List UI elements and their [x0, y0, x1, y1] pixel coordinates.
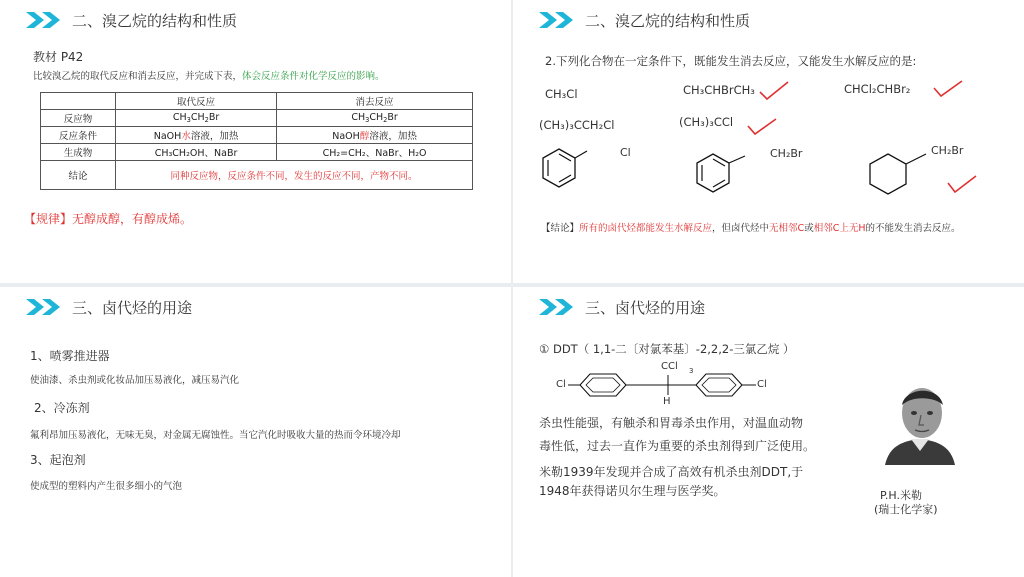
use-description: 使油漆、杀虫剂或化妆品加压易液化，减压易汽化 — [30, 375, 240, 386]
slide-bromoethane-table — [0, 0, 511, 283]
table-row: 生成物 CH₃CH₂OH、NaBr CH₂=CH₂、NaBr、H₂O — [41, 144, 473, 161]
ddt-hydrogen-label: H — [663, 396, 671, 407]
ddt-description: 杀虫性能强，有触杀和胃毒杀虫作用，对温血动物 — [539, 416, 804, 430]
slide-title: 三、卤代烃的用途 — [585, 299, 706, 317]
use-heading: 2、冷冻剂 — [34, 401, 90, 415]
check-mark-icon — [746, 117, 778, 139]
slide-title: 二、溴乙烷的结构和性质 — [585, 12, 751, 30]
source-reference: 教材 P42 — [33, 50, 84, 64]
substituent-label: CH₂Br — [931, 144, 964, 157]
compound-ch3cl: CH₃Cl — [545, 87, 578, 101]
compound-2-bromopropane: CH₃CHBrCH₃ — [683, 83, 755, 97]
question-text: 2.下列化合物在一定条件下，既能发生消去反应，又能发生水解反应的是: — [545, 54, 917, 68]
chlorobenzene-structure — [541, 146, 621, 198]
header-substitution: 取代反应 — [116, 93, 277, 110]
compound-tert-butyl-chloride: (CH₃)₃CCl — [679, 115, 734, 129]
use-heading: 3、起泡剂 — [30, 453, 86, 467]
double-chevron-icon — [539, 10, 579, 30]
ddt-ccl3-label: CCl — [661, 361, 678, 372]
portrait-caption-title: (瑞士化学家) — [874, 503, 938, 516]
header-elimination: 消去反应 — [277, 93, 473, 110]
portrait-image — [875, 377, 965, 465]
compound-chcl2chbr2: CHCl₂CHBr₂ — [844, 82, 911, 96]
rule-text: 【规律】无醇成醇，有醇成烯。 — [24, 212, 193, 226]
table-row: 反应物 $CH_3CH_2Br$ $CH_3CH_2Br$ — [41, 110, 473, 127]
intro-text: 比较溴乙烷的取代反应和消去反应，并完成下表，体会反应条件对化学反应的影响。 — [33, 71, 385, 82]
check-mark-icon — [946, 174, 978, 196]
use-description: 氟利昂加压易液化，无味无臭，对金属无腐蚀性。当它汽化时吸收大量的热而令环境冷却 — [30, 430, 401, 441]
check-mark-icon — [932, 79, 964, 99]
check-mark-icon — [758, 80, 790, 102]
slide-exercise — [513, 0, 1024, 283]
double-chevron-icon — [26, 10, 66, 30]
substituent-label: CH₂Br — [770, 147, 803, 160]
double-chevron-icon — [539, 297, 579, 317]
slide-title: 二、溴乙烷的结构和性质 — [72, 12, 238, 30]
ddt-name: ① DDT（ 1,1-二〔对氯苯基〕-2,2,2-三氯乙烷 ） — [539, 342, 795, 356]
benzyl-bromide-structure — [695, 146, 775, 198]
slide-title: 三、卤代烃的用途 — [72, 299, 193, 317]
slide-ddt — [513, 287, 1024, 577]
comparison-table — [40, 92, 473, 190]
table-row: 结论 同种反应物，反应条件不同，发生的反应不同，产物不同。 — [41, 161, 473, 190]
ddt-chlorine-label: Cl — [556, 379, 566, 390]
ddt-subscript: 3 — [689, 367, 694, 375]
slide-uses — [0, 287, 511, 577]
ddt-history: 1948年获得诺贝尔生理与医学奖。 — [539, 484, 726, 498]
use-description: 使成型的塑料内产生很多细小的气泡 — [30, 481, 183, 492]
use-heading: 1、喷雾推进器 — [30, 349, 110, 363]
compound-neopentyl-chloride: (CH₃)₃CCH₂Cl — [539, 118, 615, 132]
table-row: 反应条件 NaOH水溶液，加热 NaOH醇溶液，加热 — [41, 127, 473, 144]
substituent-label: Cl — [620, 146, 631, 159]
conclusion-text: 【结论】所有的卤代烃都能发生水解反应，但卤代烃中无相邻C或相邻C上无H的不能发生消去反应。 — [541, 223, 961, 234]
ddt-description: 毒性低，过去一直作为重要的杀虫剂得到广泛使用。 — [539, 439, 816, 453]
ddt-history: 米勒1939年发现并合成了高效有机杀虫剂DDT,于 — [539, 465, 804, 479]
table-conclusion: 同种反应物，反应条件不同，发生的反应不同，产物不同。 — [116, 161, 473, 190]
double-chevron-icon — [26, 297, 66, 317]
portrait-caption-name: P.H.米勒 — [880, 489, 922, 502]
ddt-chlorine-label: Cl — [757, 379, 767, 390]
table-header-row — [41, 93, 473, 110]
